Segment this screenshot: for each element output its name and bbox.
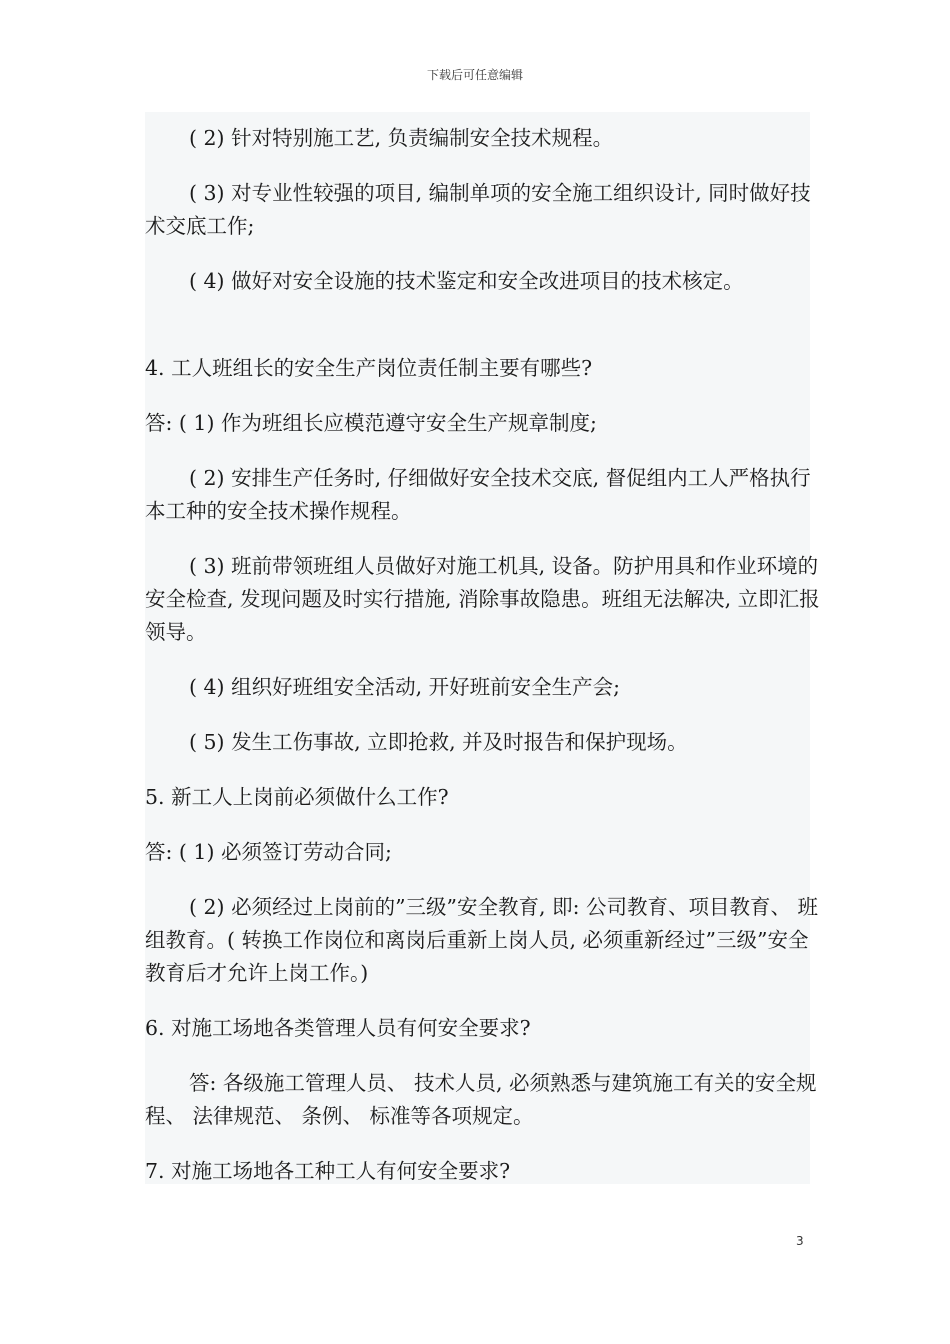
answer-4-item-3: ( 3) 班前带领班组人员做好对施工机具, 设备。防护用具和作业环境的安全检查, 发现问题及时实行措施, 消除事故隐患。班组无法解决, 立即汇报领导。: [145, 554, 820, 644]
answer-4-item-4: ( 4) 组织好班组安全活动, 开好班前安全生产会;: [189, 675, 621, 699]
answer-4-item-2: ( 2) 安排生产任务时, 仔细做好安全技术交底, 督促组内工人严格执行本工种的安全技术操作规程。: [145, 466, 811, 523]
paragraph-tech-1: ( 2) 针对特别施工艺, 负责编制安全技术规程。: [189, 126, 614, 150]
question-7: 7. 对施工场地各工种工人有何安全要求?: [145, 1159, 511, 1183]
answer-5-item-1: 答: ( 1) 必须签订劳动合同;: [145, 840, 392, 864]
question-4: 4. 工人班组长的安全生产岗位责任制主要有哪些?: [145, 356, 593, 380]
page-number: 3: [796, 1234, 804, 1248]
question-5: 5. 新工人上岗前必须做什么工作?: [145, 785, 449, 809]
answer-5-item-2: ( 2) 必须经过上岗前的”三级”安全教育, 即: 公司教育、项目教育、 班组教育。( 转换工作岗位和离岗后重新上岗人员, 必须重新经过”三级”安全教育后才允许上岗工作。): [145, 895, 819, 985]
document-body: [145, 112, 825, 1188]
answer-6: 答: 各级施工管理人员、 技术人员, 必须熟悉与建筑施工有关的安全规程、 法律规范、 条例、 标准等各项规定。: [145, 1071, 817, 1128]
question-6: 6. 对施工场地各类管理人员有何安全要求?: [145, 1016, 531, 1040]
paragraph-tech-2: ( 3) 对专业性较强的项目, 编制单项的安全施工组织设计, 同时做好技术交底工作;: [145, 181, 811, 238]
paragraph-tech-3: ( 4) 做好对安全设施的技术鉴定和安全改进项目的技术核定。: [189, 269, 744, 293]
answer-4-item-1: 答: ( 1) 作为班组长应模范遵守安全生产规章制度;: [145, 411, 597, 435]
answer-4-item-5: ( 5) 发生工伤事故, 立即抢救, 并及时报告和保护现场。: [189, 730, 688, 754]
page-header: 下载后可任意编辑: [426, 68, 523, 82]
